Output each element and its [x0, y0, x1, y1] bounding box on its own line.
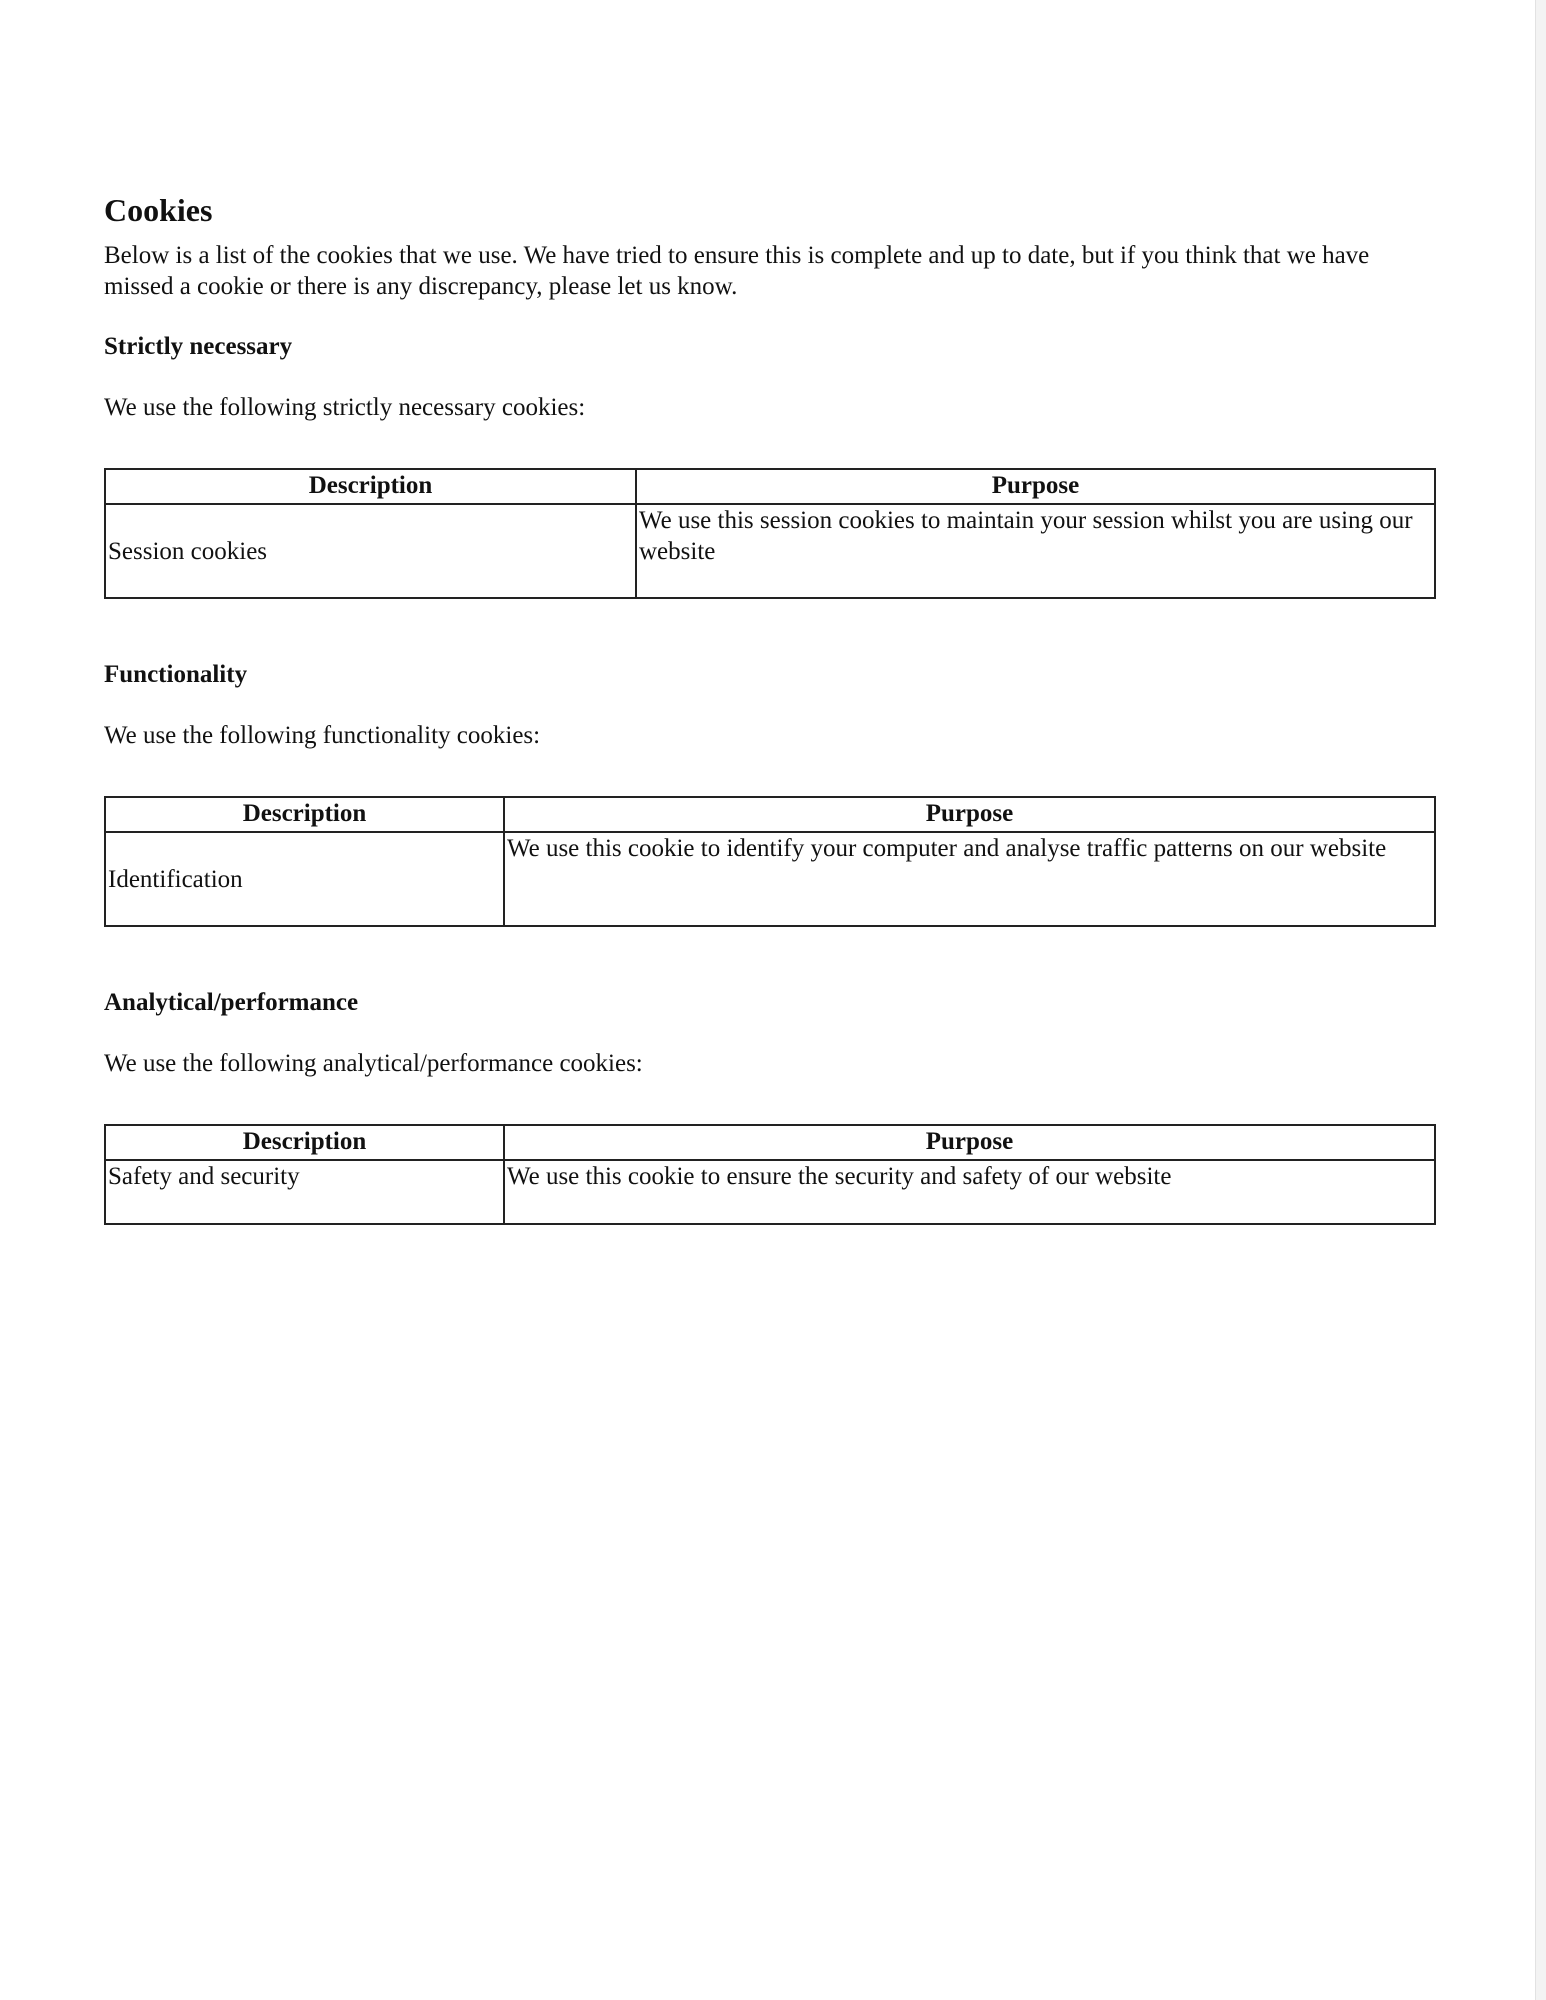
cookies-table-functionality — [104, 796, 1436, 927]
table-row — [105, 1160, 1435, 1224]
intro-paragraph: Below is a list of the cookies that we use. We have tried to ensure this is complete and up to date, but if you think that we have missed a cookie or there is any discrepancy, please let us know. — [104, 242, 1370, 300]
column-header-description: Description — [105, 797, 504, 832]
section-strictly-necessary — [104, 331, 1434, 599]
page-edge-scroll-track[interactable] — [1535, 0, 1546, 2000]
section-functionality — [104, 659, 1434, 927]
table-header-row — [105, 1125, 1435, 1160]
column-header-description: Description — [105, 469, 636, 504]
cookie-purpose-cell: We use this cookie to identify your computer and analyse traffic patterns on our website — [504, 832, 1435, 926]
section-heading: Strictly necessary — [104, 333, 293, 360]
section-heading: Functionality — [104, 661, 248, 688]
section-description: We use the following functionality cookies: — [104, 722, 541, 749]
column-header-purpose: Purpose — [504, 797, 1435, 832]
table-row — [105, 504, 1435, 598]
document-content — [104, 186, 1434, 1225]
cookies-table-analytical-performance — [104, 1124, 1436, 1225]
cookie-purpose-cell: We use this cookie to ensure the security and safety of our website — [504, 1160, 1435, 1224]
section-description: We use the following analytical/performance cookies: — [104, 1050, 643, 1077]
cookie-purpose-cell: We use this session cookies to maintain your session whilst you are using our website — [636, 504, 1435, 598]
cookie-description-cell: Safety and security — [105, 1160, 504, 1224]
column-header-purpose: Purpose — [504, 1125, 1435, 1160]
column-header-description: Description — [105, 1125, 504, 1160]
table-header-row — [105, 797, 1435, 832]
column-header-purpose: Purpose — [636, 469, 1435, 504]
section-heading: Analytical/performance — [104, 989, 359, 1016]
cookie-description-cell: Identification — [105, 832, 504, 926]
section-description: We use the following strictly necessary cookies: — [104, 394, 586, 421]
cookies-table-strictly-necessary — [104, 468, 1436, 599]
section-analytical-performance — [104, 987, 1434, 1225]
page-title: Cookies — [104, 192, 213, 228]
table-header-row — [105, 469, 1435, 504]
cookie-description-cell: Session cookies — [105, 504, 636, 598]
table-row — [105, 832, 1435, 926]
